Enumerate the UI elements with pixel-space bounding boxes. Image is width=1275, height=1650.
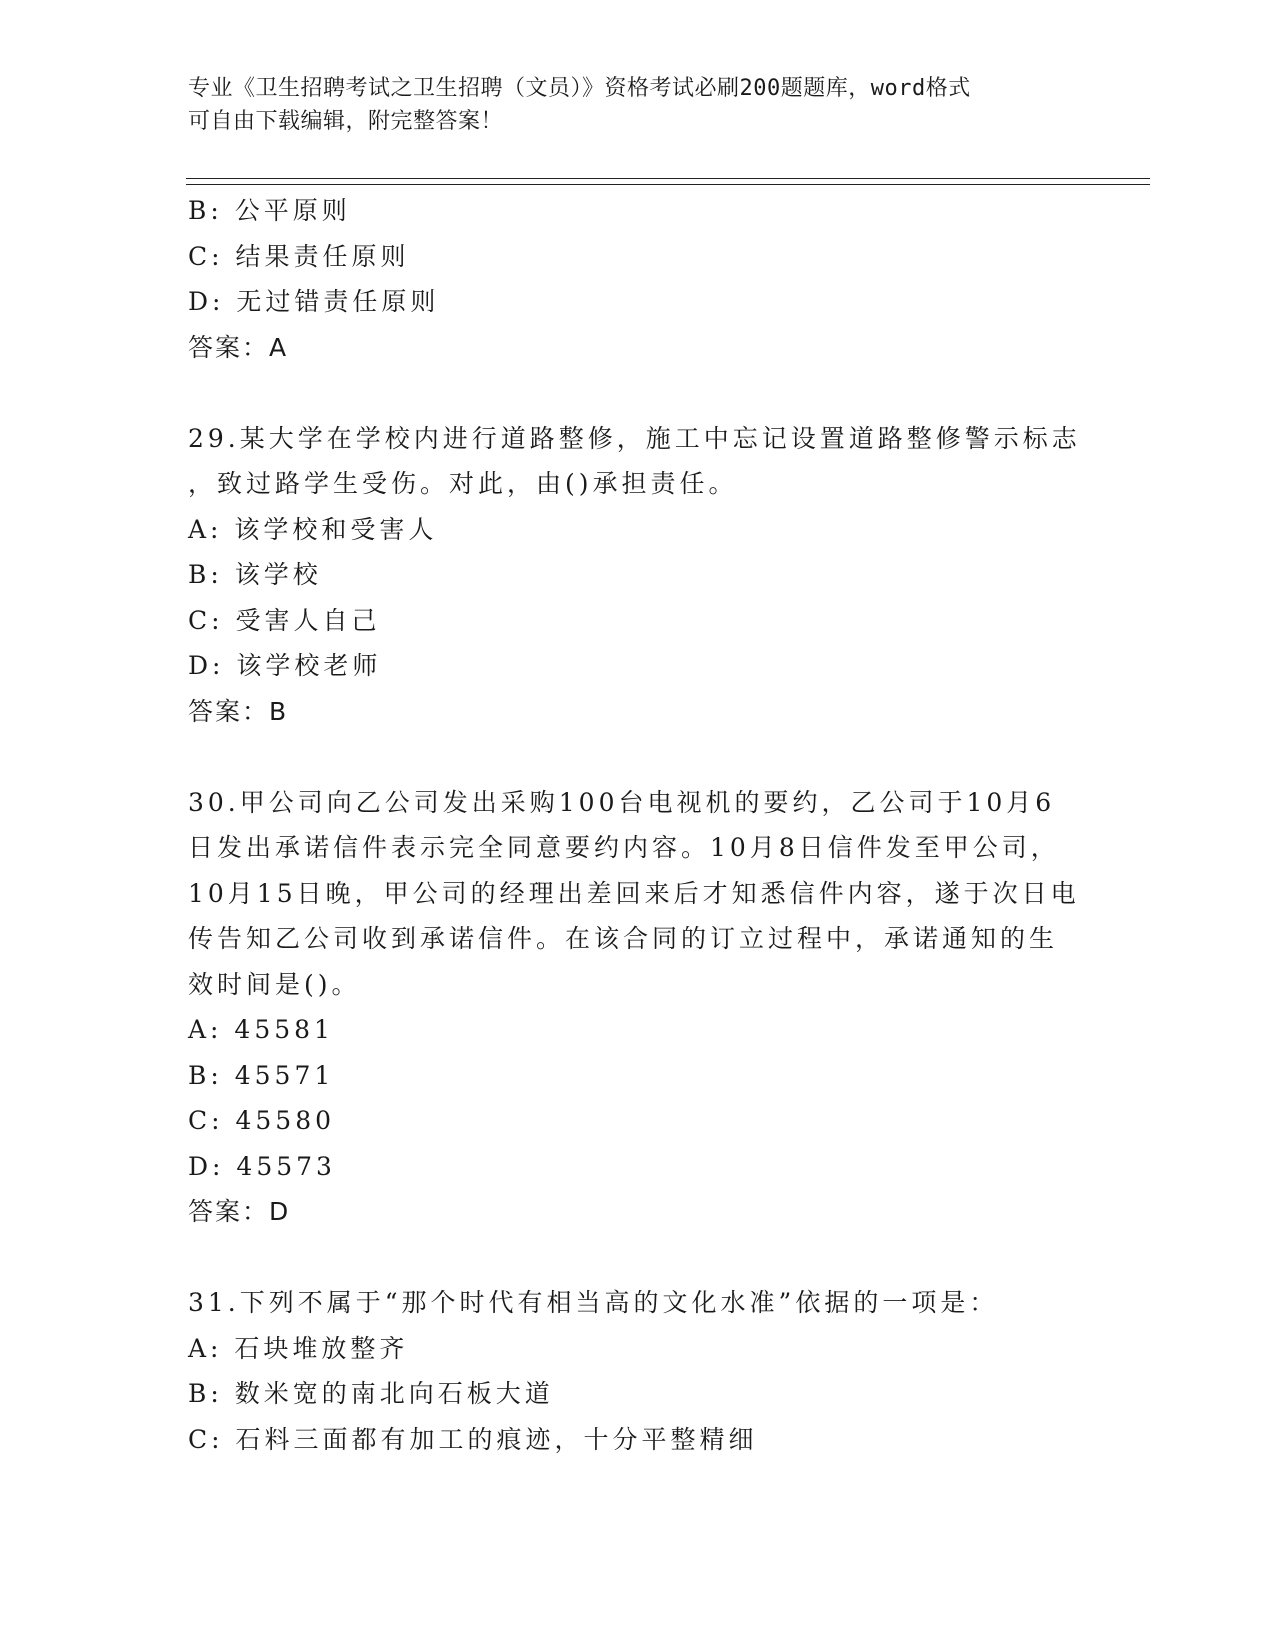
option-b: B: 该学校: [188, 560, 322, 589]
question-list: [188, 188, 1088, 1462]
answer-line: 答案：A: [188, 332, 289, 362]
question-text-line: 效时间是()。: [188, 969, 361, 999]
option-d: D: 45573: [188, 1151, 336, 1181]
spacer: [188, 734, 1088, 780]
option-c: C: 结果责任原则: [188, 241, 410, 271]
question-text-line: 29.某大学在学校内进行道路整修，施工中忘记设置道路整修警示标志: [188, 423, 1081, 453]
question-text-line: 30.甲公司向乙公司发出采购100台电视机的要约，乙公司于10月6: [188, 787, 1056, 817]
header-title-line-2: 可自由下载编辑，附完整答案！: [188, 109, 504, 134]
document-header: [188, 72, 1068, 138]
spacer: [188, 370, 1088, 416]
question-text-line: 日发出承诺信件表示完全同意要约内容。10月8日信件发至甲公司，: [188, 833, 1060, 862]
header-divider: [186, 178, 1150, 185]
option-a: A: 该学校和受害人: [188, 514, 438, 544]
option-b: B: 45571: [188, 1060, 335, 1090]
option-d: D: 无过错责任原则: [188, 287, 440, 316]
header-title-line-1: 专业《卫生招聘考试之卫生招聘（文员）》资格考试必刷200题题库，word格式: [188, 76, 971, 101]
question-30: [188, 780, 1088, 1235]
question-text: [188, 1280, 1068, 1326]
question-text: [188, 780, 1080, 1008]
option-b: B: 数米宽的南北向石板大道: [188, 1379, 554, 1408]
question-text-line: 10月15日晚，甲公司的经理出差回来后才知悉信件内容，遂于次日电: [188, 878, 1080, 908]
question-31: [188, 1280, 1088, 1462]
answer-line: 答案：D: [188, 1197, 291, 1226]
question-text: [188, 416, 1081, 507]
option-c: C: 石料三面都有加工的痕迹，十分平整精细: [188, 1424, 758, 1454]
option-a: A: 石块堆放整齐: [188, 1333, 409, 1363]
option-d: D: 该学校老师: [188, 651, 382, 680]
spacer: [188, 1235, 1088, 1281]
question-text-line: ，致过路学生受伤。对此，由()承担责任。: [188, 469, 738, 498]
question-text-line: 传告知乙公司收到承诺信件。在该合同的订立过程中，承诺通知的生: [188, 924, 1059, 953]
question-29: [188, 416, 1088, 735]
option-b: B: 公平原则: [188, 196, 351, 225]
option-c: C: 受害人自己: [188, 605, 381, 635]
question-text-line: 31.下列不属于“那个时代有相当高的文化水准”依据的一项是：: [188, 1288, 999, 1317]
option-c: C: 45580: [188, 1106, 336, 1135]
answer-line: 答案：B: [188, 696, 289, 726]
option-a: A: 45581: [188, 1015, 334, 1044]
question-28: [188, 188, 1088, 370]
